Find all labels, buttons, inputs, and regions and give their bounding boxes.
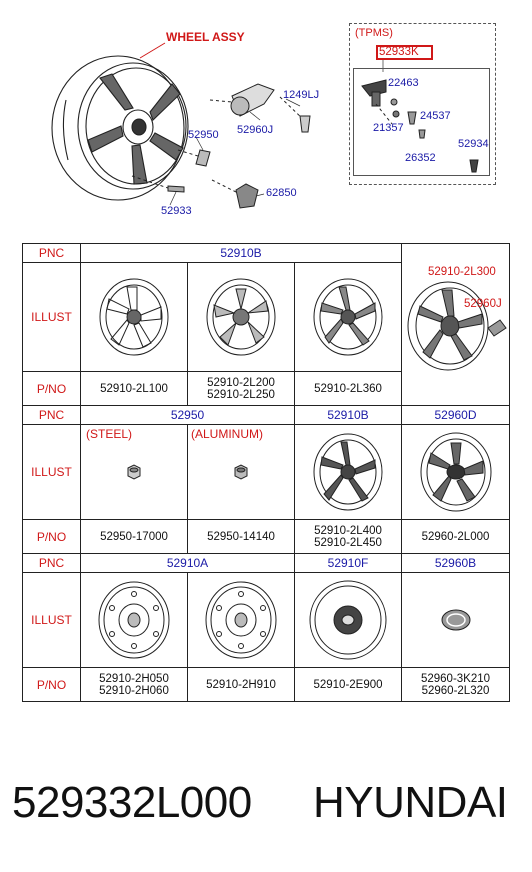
pno-line: 52910-2L400 [314,524,382,537]
wheel-assy-title: WHEEL ASSY [166,30,245,44]
steel-wheel-2h050-cell[interactable] [80,572,188,668]
wheel-2l300-cell[interactable] [401,243,510,406]
wheel-2l400-cell[interactable] [294,424,402,520]
wheel-cover-2e900-cell[interactable] [294,572,402,668]
pno-line: 52910-2L250 [207,388,275,401]
pno-line: 52960-2L320 [421,684,490,697]
alloy-wheel-2l200-illustration [206,277,276,357]
pnc-52910f[interactable]: 52910F [294,553,402,573]
wheel-cover-2e900-illustration [308,579,388,661]
wheel-2l000-cell[interactable] [401,424,510,520]
note-52960j[interactable]: 52960J [464,298,502,310]
alloy-wheel-2l360-illustration [313,277,383,357]
callout-24537[interactable]: 24537 [420,110,451,122]
pnc-52910b[interactable]: 52910B [294,405,402,425]
row-label-pnc: PNC [22,243,81,263]
main-wheel-illustration [52,56,188,200]
row-label-pno: P/NO [22,519,81,554]
pno-line: 52960-2L000 [421,530,490,543]
parts-table [22,243,510,702]
callout-62850[interactable]: 62850 [266,187,297,199]
wheel-nut-aluminum-illustration [231,462,251,482]
pno-52910-2h050[interactable] [80,667,188,702]
callout-52934[interactable]: 52934 [458,138,489,150]
pno-52910-2e900[interactable] [294,667,402,702]
pno-52950-17000[interactable] [80,519,188,554]
pno-52910-2l200[interactable] [187,371,295,406]
nut-steel-cell[interactable] [80,424,188,520]
pno-52950-14140[interactable] [187,519,295,554]
center-cap-3k210-cell[interactable] [401,572,510,668]
row-label-pnc: PNC [22,405,81,425]
row-label-illust: ILLUST [22,424,81,520]
pno-line: 52910-2L100 [100,382,168,395]
alloy-wheel-2l400-illustration [313,432,383,512]
row-label-illust: ILLUST [22,262,81,372]
pnc-52910a[interactable]: 52910A [80,553,295,573]
note-steel: (STEEL) [86,427,133,441]
steel-wheel-2h910-illustration [205,580,277,660]
wheel-2l200-cell[interactable] [187,262,295,372]
footer-brand: HYUNDAI [313,778,508,827]
pno-line: 52910-2H050 [99,672,169,685]
tpms-label: (TPMS) [355,27,393,39]
pno-line: 52910-2H060 [99,684,169,697]
footer-part-number: 529332L000 [12,778,252,827]
pno-line: 52910-2L200 [207,376,275,389]
center-cap-logo-illustration [440,608,472,632]
callout-22463[interactable]: 22463 [388,77,419,89]
pno-line: 52910-2E900 [313,678,383,691]
row-label-pno: P/NO [22,371,81,406]
row-label-pno: P/NO [22,667,81,702]
callout-52960j[interactable]: 52960J [237,124,274,136]
pno-line: 52950-17000 [100,530,168,543]
callout-52933[interactable]: 52933 [161,205,192,217]
wheel-2l100-cell[interactable] [80,262,188,372]
pno-line: 52960-3K210 [420,672,491,685]
pnc-52950[interactable]: 52950 [80,405,295,425]
pno-52910-2l100[interactable] [80,371,188,406]
callout-52950[interactable]: 52950 [188,129,219,141]
pno-52960-3k210[interactable] [401,667,510,702]
nut-aluminum-cell[interactable] [187,424,295,520]
alloy-wheel-2l000-illustration [419,431,493,513]
pno-52910-2l360[interactable] [294,371,402,406]
callout-21357[interactable]: 21357 [373,122,404,134]
pno-52960-2l000[interactable] [401,519,510,554]
pno-line: 52910-2L450 [314,536,382,549]
note-aluminum: (ALUMINUM) [191,427,263,441]
pno-line: 52910-2L360 [314,382,382,395]
steel-wheel-2h050-illustration [98,580,170,660]
pnc-52960d[interactable]: 52960D [401,405,510,425]
pnc-52960b[interactable]: 52960B [401,553,510,573]
pno-52910-2h910[interactable] [187,667,295,702]
callout-1249lj[interactable]: 1249LJ [283,89,320,101]
tpms-part-number[interactable]: 52933K [379,46,419,58]
row-label-pnc: PNC [22,553,81,573]
pno-52910-2l400[interactable] [294,519,402,554]
wheel-2l360-cell[interactable] [294,262,402,372]
pno-line: 52910-2H910 [206,678,276,691]
note-52910-2l300[interactable]: 52910-2L300 [428,266,496,278]
pnc-52910b[interactable]: 52910B [80,243,402,263]
wheel-nut-steel-illustration [124,462,144,482]
alloy-wheel-2l100-illustration [99,277,169,357]
row-label-illust: ILLUST [22,572,81,668]
callout-26352[interactable]: 26352 [405,152,436,164]
steel-wheel-2h910-cell[interactable] [187,572,295,668]
pno-line: 52950-14140 [207,530,275,543]
